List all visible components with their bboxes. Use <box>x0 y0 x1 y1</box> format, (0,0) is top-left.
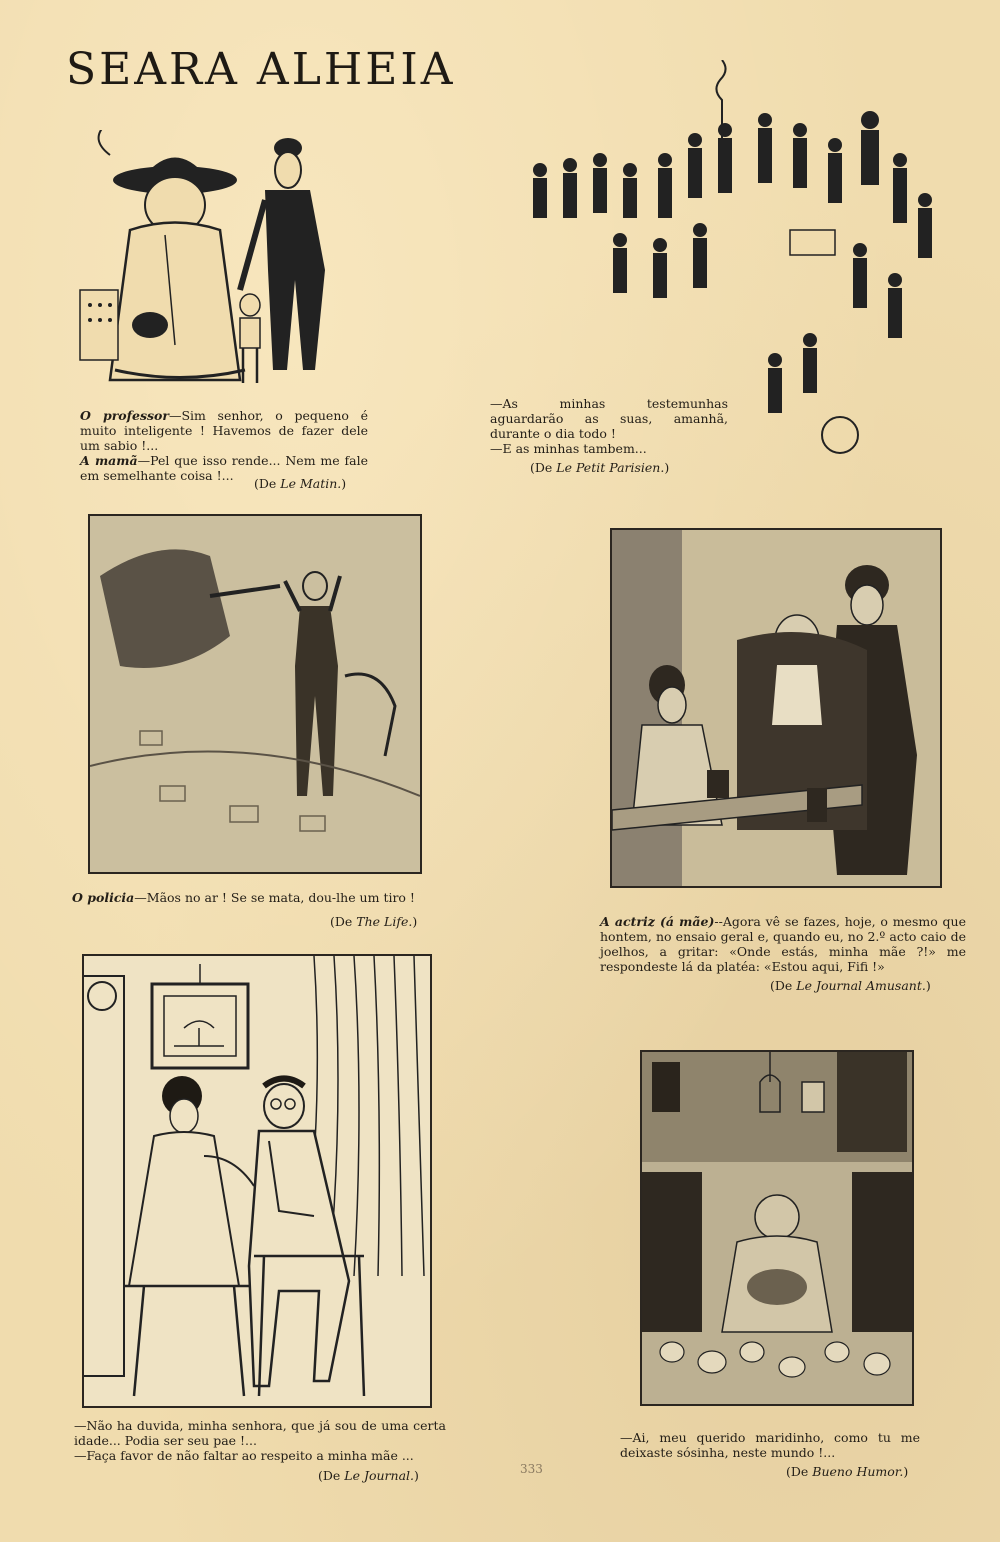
caption-line <box>490 396 728 441</box>
source-publication: Le Petit Parisien. <box>556 460 665 475</box>
caption-speaker: O policia <box>72 890 135 905</box>
source-prefix: (De <box>318 1468 341 1483</box>
source-suffix: ) <box>412 914 418 929</box>
cartoon-widow-illustration <box>642 1052 912 1404</box>
source-publication: Le Journal Amusant. <box>796 978 926 993</box>
caption-text: —E as minhas tambem... <box>490 441 647 456</box>
cartoon-police-caption <box>72 890 442 905</box>
source-suffix: ) <box>903 1464 909 1479</box>
caption-text: —Ai, meu querido maridinho, como tu me deixaste sósinha, neste mundo !... <box>620 1430 920 1460</box>
source-prefix: (De <box>770 978 793 993</box>
source-suffix: ) <box>414 1468 419 1483</box>
caption-text: —As minhas testemunhas aguardarão as suas, amanhã, durante o dia todo ! <box>490 396 728 441</box>
caption-speaker: A actriz (á mãe) <box>600 914 715 929</box>
source-prefix: (De <box>530 460 553 475</box>
cartoon-witnesses-caption <box>490 396 728 456</box>
cartoon-actress-source <box>770 978 931 993</box>
cartoon-couple-caption <box>74 1418 446 1463</box>
source-publication: The Life. <box>356 914 413 929</box>
page-title: SEARA ALHEIA <box>66 44 456 95</box>
source-publication: Le Matin. <box>280 476 342 491</box>
caption-text: —Sim senhor, o pequeno é muito inteligente ! Havemos de fazer dele um sabio !... <box>80 408 368 453</box>
caption-text: —Não ha duvida, minha senhora, que já sou de uma certa idade... Podia ser seu pae !... <box>74 1418 446 1448</box>
cartoon-professor-source <box>254 476 346 491</box>
caption-text: —Faça favor de não faltar ao respeito a minha mãe ... <box>74 1448 414 1463</box>
cartoon-police-frame <box>88 514 422 874</box>
caption-line <box>74 1448 446 1463</box>
source-prefix: (De <box>330 914 353 929</box>
cartoon-police-source <box>330 914 417 929</box>
cartoon-widow-caption <box>620 1430 920 1460</box>
cartoon-witnesses-source <box>530 460 669 475</box>
cartoon-professor <box>70 130 380 400</box>
cartoon-widow-source <box>786 1464 908 1479</box>
cartoon-professor-illustration <box>70 130 380 400</box>
caption-speaker: O professor <box>80 408 169 423</box>
cartoon-couple-illustration <box>84 956 430 1406</box>
caption-line <box>490 441 728 456</box>
source-suffix: ) <box>664 460 670 475</box>
caption-speaker: A mamã <box>80 453 138 468</box>
cartoon-professor-caption <box>80 408 368 483</box>
cartoon-actress-illustration <box>612 530 940 886</box>
source-prefix: (De <box>254 476 277 491</box>
source-suffix: ) <box>925 978 931 993</box>
page-number: 333 <box>520 1462 543 1476</box>
cartoon-couple-frame <box>82 954 432 1408</box>
caption-text: —Mãos no ar ! Se se mata, dou-lhe um tiro ! <box>134 890 415 905</box>
caption-line <box>80 408 368 453</box>
caption-line <box>74 1418 446 1448</box>
caption-text: —Pel que isso rende... Nem me fale em semelhante coisa !... <box>80 453 369 483</box>
cartoon-actress-frame <box>610 528 942 888</box>
source-suffix: ) <box>341 476 347 491</box>
cartoon-widow-frame <box>640 1050 914 1406</box>
caption-text: --Agora vê se fazes, hoje, o mesmo que hontem, no ensaio geral e, quando eu, no 2.º acto caio de joelhos, a gritar: «Onde estás, minha mãe ?!» me respondeste lá da platéa: «Estou aqui, Fifi !» <box>600 914 966 974</box>
caption-line <box>600 914 966 974</box>
source-prefix: (De <box>786 1464 809 1479</box>
caption-line <box>620 1430 920 1460</box>
cartoon-couple-source <box>318 1468 419 1483</box>
source-publication: Le Journal. <box>344 1468 414 1483</box>
caption-line <box>72 890 442 905</box>
cartoon-police-illustration <box>90 516 420 872</box>
cartoon-actress-caption <box>600 914 966 974</box>
source-publication: Bueno Humor. <box>812 1464 904 1479</box>
